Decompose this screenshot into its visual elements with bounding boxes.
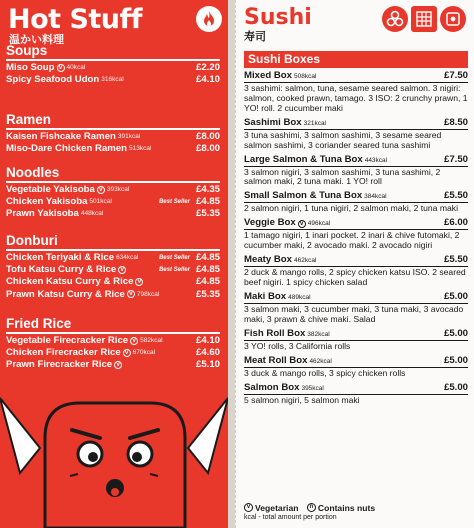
item-price: £5.10	[195, 359, 220, 371]
section-title: Fried Rice	[6, 316, 72, 331]
hot-stuff-title: Hot Stuff	[8, 4, 143, 35]
item-name: Chicken Katsu Curry & Rice	[6, 276, 134, 288]
menu-item-row	[6, 62, 220, 74]
legend	[244, 500, 381, 521]
menu-item-row	[6, 196, 220, 208]
sushi-icons	[382, 6, 466, 32]
menu-item-row	[6, 252, 220, 264]
box-kcal: 462kcal	[309, 357, 332, 365]
item-price: £5.35	[195, 208, 220, 220]
legend-vegetarian-label: Vegetarian	[255, 502, 299, 513]
item-kcal: 448kcal	[80, 210, 104, 218]
box-price: £5.00	[443, 327, 468, 339]
box-price: £7.50	[443, 70, 468, 81]
sushi-box	[244, 328, 468, 352]
box-price: £8.50	[443, 116, 468, 128]
sushi-header	[244, 5, 312, 43]
legend-nuts	[307, 503, 375, 513]
box-kcal: 443kcal	[364, 156, 388, 164]
item-price: £2.20	[195, 62, 220, 74]
box-name: Veggie Box	[244, 217, 296, 229]
sushi-box-header	[244, 382, 468, 394]
sushi-box-header	[244, 291, 468, 303]
box-name: Mixed Box	[244, 70, 292, 81]
mascot-illustration	[0, 378, 228, 528]
section-divider	[6, 128, 220, 130]
sushi-box	[244, 117, 468, 151]
item-name: Miso-Dare Chicken Ramen	[6, 143, 128, 155]
sushi-box	[244, 217, 468, 251]
box-name: Large Salmon & Tuna Box	[244, 153, 363, 165]
item-name: Chicken Firecracker Rice	[6, 347, 121, 359]
item-name: Spicy Seafood Udon	[6, 74, 100, 86]
box-description: 1 tamago nigiri, 1 inari pocket. 2 inari & chive futomaki, 2 cucumber maki, 2 avocado maki. 2 avocado nigiri	[244, 230, 460, 251]
vegetarian-icon: v	[118, 266, 126, 274]
box-description: 3 salmon nigiri, 3 salmon sashimi, 3 tuna sashimi, 2 salmon maki, 2 tuna maki. 1 YO! roll	[244, 166, 441, 187]
box-kcal: 384kcal	[364, 193, 387, 201]
menu-item-row	[6, 276, 220, 288]
item-kcal: 391kcal	[117, 133, 141, 141]
item-name: Kaisen Fishcake Ramen	[6, 131, 116, 143]
sushi-box-header	[244, 217, 468, 229]
box-name: Fish Roll Box	[244, 327, 306, 339]
hot-stuff-header	[8, 5, 142, 46]
hot-stuff-panel	[0, 0, 228, 528]
item-price: £5.35	[195, 288, 220, 300]
box-kcal: 496kcal	[307, 220, 331, 228]
box-kcal: 462kcal	[293, 257, 317, 265]
item-price: £4.10	[195, 74, 220, 86]
vegetarian-icon: v	[127, 290, 135, 298]
best-seller-badge: Best Seller	[158, 254, 190, 261]
box-kcal: 382kcal	[307, 330, 330, 338]
box-description: 3 duck & mango rolls, 3 spicy chicken rolls	[244, 367, 406, 378]
section-divider	[6, 59, 220, 61]
menu-section	[6, 44, 220, 86]
box-description: 3 tuna sashimi, 3 salmon sashimi, 3 sesame seared salmon sashimi, 3 coriander seared tuna sashimi	[244, 129, 442, 150]
section-divider	[6, 181, 220, 183]
item-name: Miso Soup	[6, 62, 55, 74]
best-seller-badge: Best Seller	[158, 266, 190, 273]
section-title: Donburi	[6, 233, 58, 248]
sushi-panel	[235, 0, 474, 528]
box-name: Meaty Box	[244, 254, 292, 266]
dots-icon	[440, 6, 466, 32]
menu-item-row	[6, 208, 220, 220]
vegetarian-icon: v	[114, 361, 122, 369]
flame-icon	[196, 6, 222, 32]
sushi-box-header	[244, 70, 468, 82]
item-name: Prawn Yakisoba	[6, 208, 79, 220]
box-name: Maki Box	[244, 290, 287, 302]
sushi-box	[244, 291, 468, 325]
sushi-box	[244, 382, 468, 406]
box-description: 3 sashimi: salmon, tuna, sesame seared salmon. 3 nigiri: salmon, cooked prawn, tamago. 3 ISO: 2 crunchy prawn, 1 YO! roll. 2 cucumber maki	[244, 83, 468, 113]
sushi-box	[244, 154, 468, 188]
item-price: £4.35	[195, 184, 220, 196]
item-name: Prawn Firecracker Rice	[6, 359, 113, 371]
menu-item-row	[6, 359, 220, 371]
menu-item-row	[6, 184, 220, 196]
sushi-box-header	[244, 154, 468, 166]
box-kcal: 321kcal	[303, 119, 326, 127]
item-price: £4.10	[195, 335, 220, 347]
box-description: 5 salmon nigiri, 5 salmon maki	[244, 394, 360, 405]
item-kcal: 582kcal	[140, 337, 163, 345]
item-kcal: 670kcal	[132, 349, 156, 357]
sushi-box-header	[244, 328, 468, 340]
box-kcal: 489kcal	[288, 293, 311, 301]
item-price: £4.85	[195, 264, 220, 276]
menu-item-row	[6, 143, 220, 155]
item-price: £4.85	[195, 252, 220, 264]
menu-item-row	[6, 264, 220, 276]
circles-icon	[382, 6, 408, 32]
menu-item-row	[6, 288, 220, 300]
item-name: Prawn Katsu Curry & Rice	[6, 288, 125, 300]
box-name: Small Salmon & Tuna Box	[244, 190, 363, 202]
item-kcal: 316kcal	[101, 76, 124, 84]
item-kcal: 798kcal	[136, 290, 160, 298]
section-divider	[6, 332, 220, 334]
item-name: Chicken Teriyaki & Rice	[6, 252, 115, 264]
sushi-box-header	[244, 117, 468, 129]
sushi-title: Sushi	[244, 5, 312, 30]
menu-section	[6, 317, 220, 371]
section-title: Noodles	[6, 165, 60, 180]
box-price: £5.50	[443, 254, 468, 266]
box-description: 3 YO! rolls, 3 California rolls	[244, 340, 351, 351]
sushi-box-header	[244, 190, 468, 202]
legend-nuts-label: Contains nuts	[317, 502, 376, 513]
vegetarian-icon: v	[97, 186, 105, 194]
box-name: Meat Roll Box	[244, 354, 308, 366]
box-price: £5.00	[443, 381, 468, 393]
sushi-box-header	[244, 355, 468, 367]
item-price: £4.85	[195, 196, 220, 208]
box-description: 2 duck & mango rolls, 2 spicy chicken katsu ISO. 2 seared beef nigiri. 1 spicy chicken salad	[244, 267, 466, 287]
item-name: Chicken Yakisoba	[6, 196, 88, 208]
vegetarian-icon: v	[130, 337, 138, 345]
item-kcal: 634kcal	[116, 254, 139, 262]
menu-section	[6, 234, 220, 300]
box-description: 2 salmon nigiri, 1 tuna nigiri, 2 salmon maki, 2 tuna maki	[244, 203, 458, 214]
menu-item-row	[6, 335, 220, 347]
item-name: Vegetable Yakisoba	[6, 184, 95, 196]
item-name: Tofu Katsu Curry & Rice	[6, 264, 117, 276]
legend-note: kcal - total amount per portion	[244, 513, 337, 521]
item-name: Vegetable Firecracker Rice	[6, 335, 129, 347]
section-divider	[6, 249, 220, 251]
sushi-subtitle: 寿司	[244, 31, 266, 43]
section-title: Soups	[6, 43, 48, 58]
vegetarian-icon: v	[298, 220, 306, 228]
box-price: £7.50	[443, 153, 468, 165]
item-price: £4.85	[195, 276, 220, 288]
sushi-box	[244, 355, 468, 379]
item-price: £4.60	[195, 347, 220, 359]
vegetarian-icon: v	[244, 503, 253, 512]
hot-stuff-subtitle: 温かい料理	[9, 34, 64, 46]
box-price: £5.00	[443, 290, 468, 302]
item-kcal: 393kcal	[106, 186, 130, 194]
item-kcal: 513kcal	[129, 145, 152, 153]
menu-item-row	[6, 347, 220, 359]
box-description: 3 salmon maki, 3 cucumber maki, 3 tuna maki, 3 avocado maki, 3 prawn & chive maki. Salad	[244, 303, 464, 324]
box-kcal: 395kcal	[301, 384, 324, 392]
item-price: £8.00	[195, 143, 220, 155]
sushi-box	[244, 190, 468, 214]
item-kcal: 40kcal	[66, 64, 86, 72]
sushi-box	[244, 70, 468, 114]
sushi-boxes-heading: Sushi Boxes	[244, 51, 468, 68]
box-price: £5.50	[443, 190, 468, 202]
menu-item-row	[6, 74, 220, 86]
section-title: Ramen	[6, 112, 52, 127]
vegetarian-icon: v	[57, 64, 65, 72]
menu-section	[6, 166, 220, 220]
legend-vegetarian	[244, 503, 298, 513]
sushi-box-header	[244, 254, 468, 266]
best-seller-badge: Best Seller	[158, 198, 190, 205]
sushi-box-list	[244, 70, 468, 408]
box-name: Salmon Box	[244, 381, 300, 393]
box-price: £5.00	[443, 354, 468, 366]
vegetarian-icon: v	[135, 278, 143, 286]
sushi-box	[244, 254, 468, 288]
vegetarian-icon: v	[123, 349, 131, 357]
box-name: Sashimi Box	[244, 116, 302, 128]
item-price: £8.00	[195, 131, 220, 143]
box-price: £6.00	[443, 217, 468, 229]
box-kcal: 508kcal	[293, 73, 317, 80]
grid-icon	[411, 6, 437, 32]
nuts-icon: n	[307, 503, 316, 512]
menu-section	[6, 113, 220, 155]
menu-item-row	[6, 131, 220, 143]
item-kcal: 501kcal	[89, 198, 112, 206]
